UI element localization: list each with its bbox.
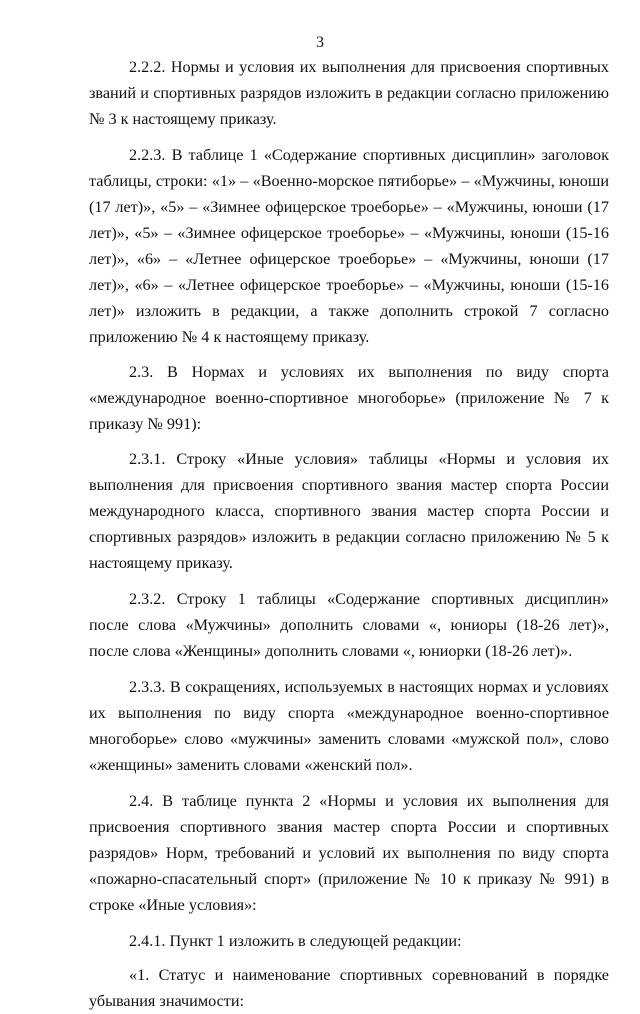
paragraph-2-4: 2.4. В таблице пункта 2 «Нормы и условия их выполнения для присвоения спортивного звания мастер спорта России и спортивных разрядов» Норм, требований и условий их выполнения по виду спорта «пожарно-спасательный спорт» (приложение № 10 к приказу № 991) в строке «Иные условия»:: [89, 792, 609, 914]
paragraph-2-3-1: 2.3.1. Строку «Иные условия» таблицы «Нормы и условия их выполнения для присвоения спортивного звания мастер спорта России международного класса, спортивного звания мастер спорта России и спортивных разрядов» изложить в редакции согласно приложению № 5 к настоящему приказу.: [89, 450, 609, 572]
paragraph-2-4-1: 2.4.1. Пункт 1 изложить в следующей редакции:: [129, 932, 462, 950]
paragraph-2-2-3: 2.2.3. В таблице 1 «Содержание спортивных дисциплин» заголовок таблицы, строки: «1» – «Военно-морское пятиборье» – «Мужчины, юноши (17 лет)», «5» – «Зимнее офицерское троеборье» – «Мужчины, юноши (17 лет)», «5» – «Зимнее офицерское троеборье» – «Мужчины, юноши (15-16 лет)», «6» – «Летнее офицерское троеборье» – «Мужчины, юноши (17 лет)», «6» – «Летнее офицерское троеборье» – «Мужчины, юноши (15-16 лет)» изложить в редакции, а также дополнить строкой 7 согласно приложению № 4 к настоящему приказу.: [89, 146, 609, 346]
paragraph-2-2-2: 2.2.2. Нормы и условия их выполнения для присвоения спортивных званий и спортивных разрядов изложить в редакции согласно приложению № 3 к настоящему приказу.: [89, 58, 609, 128]
paragraph-quote-1: «1. Статус и наименование спортивных соревнований в порядке убывания значимости:: [89, 966, 609, 1010]
paragraph-2-3-2: 2.3.2. Строку 1 таблицы «Содержание спортивных дисциплин» после слова «Мужчины» дополнить словами «, юниоры (18-26 лет)», после слова «Женщины» дополнить словами «, юниорки (18-26 лет)».: [89, 590, 609, 660]
document-body: [89, 54, 609, 1014]
page-number: 3: [316, 34, 324, 51]
paragraph-2-3: 2.3. В Нормах и условиях их выполнения по виду спорта «международное военно-спортивное многоборье» (приложение № 7 к приказу № 991):: [89, 363, 609, 433]
paragraph-2-3-3: 2.3.3. В сокращениях, используемых в настоящих нормах и условиях их выполнения по виду спорта «международное военно-спортивное многоборье» слово «мужчины» заменить словами «мужской пол», слово «женщины» заменить словами «женский пол».: [89, 678, 609, 774]
